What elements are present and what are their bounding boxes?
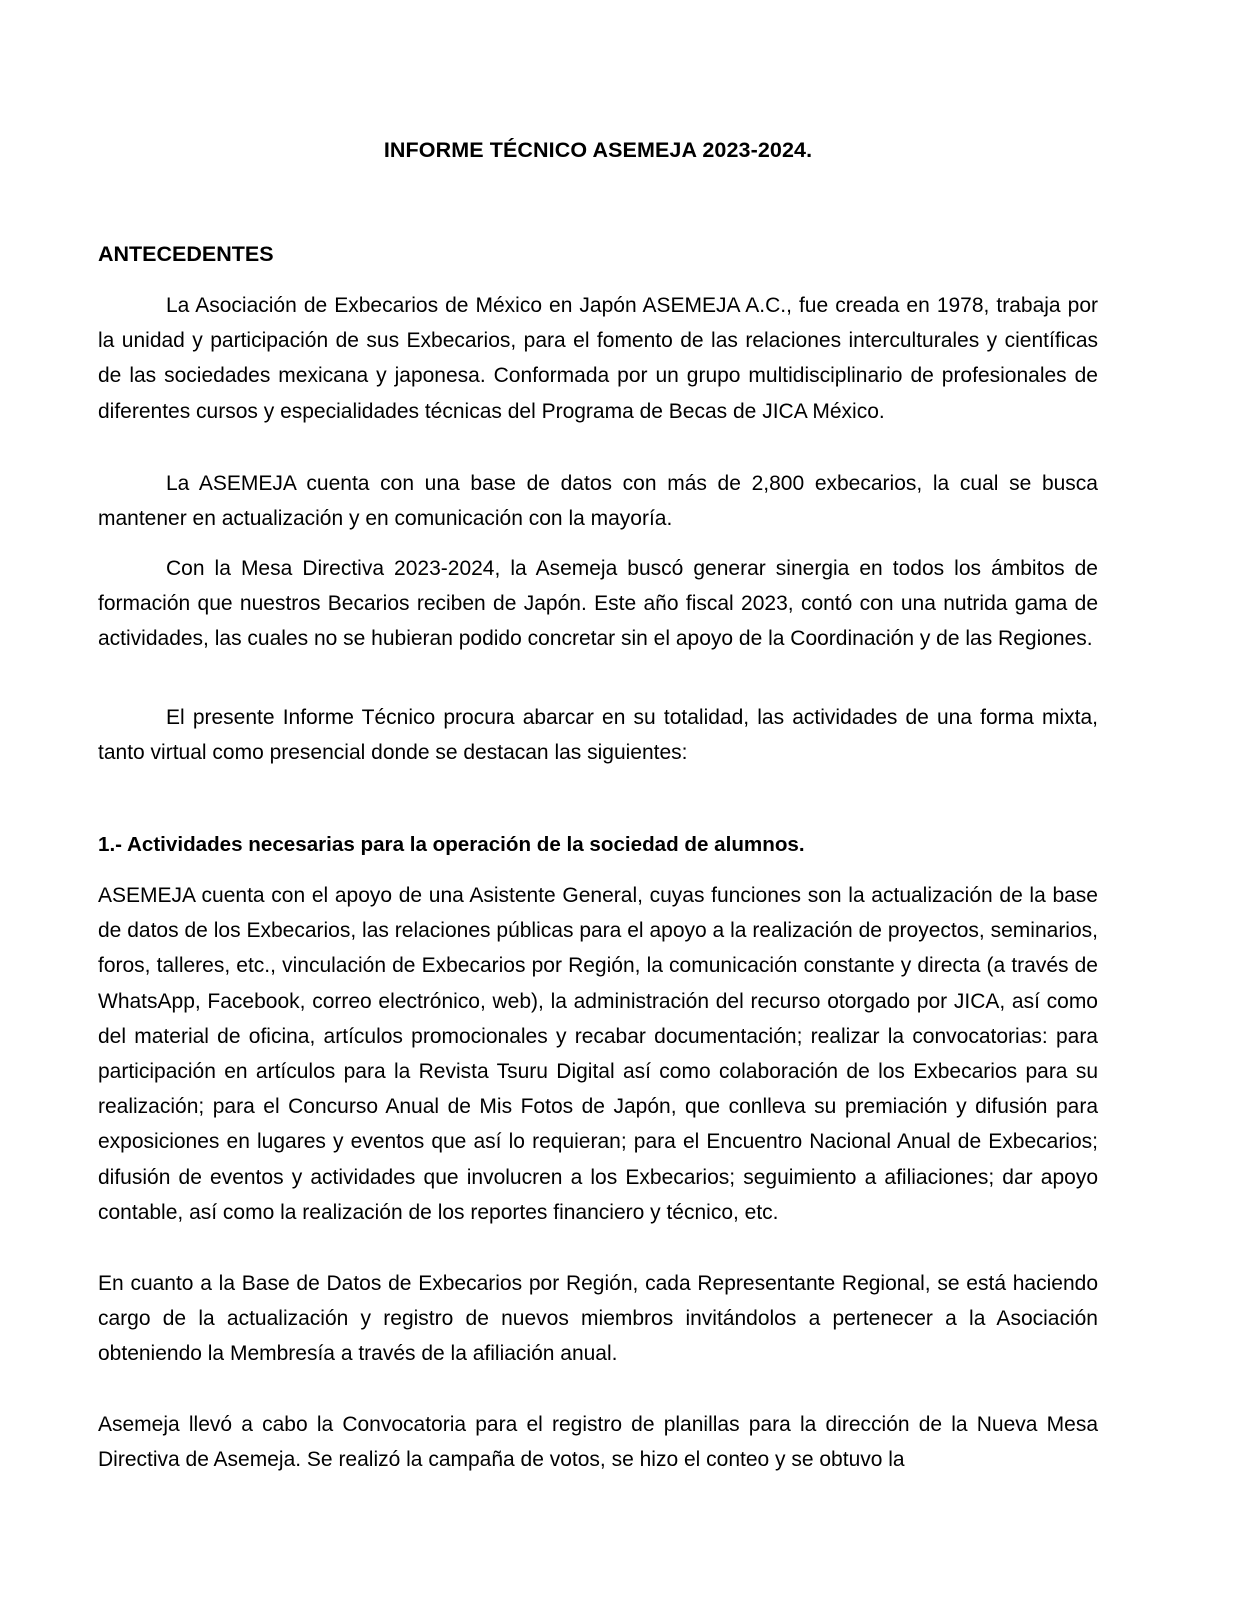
paragraph: Con la Mesa Directiva 2023-2024, la Asemeja buscó generar sinergia en todos los ámbitos de formación que nuestros Becarios reciben de Japón. Este año fiscal 2023, contó con una nutrida gama de actividades, las cuales no se hubieran podido concretar sin el apoyo de la Coordinación y de las Regiones. [98, 557, 1098, 651]
paragraph: ASEMEJA cuenta con el apoyo de una Asistente General, cuyas funciones son la actualización de la base de datos de los Exbecarios, las relaciones públicas para el apoyo a la realización de proyectos, seminarios, foros, talleres, etc., vinculación de Exbecarios por Región, la comunicación constante y directa (a través de WhatsApp, Facebook, correo electrónico, web), la administración del recurso otorgado por JICA, así como del material de oficina, artículos promocionales y recabar documentación; realizar la convocatorias: para participación en artículos para la Revista Tsuru Digital así como colaboración de los Exbecarios para su realización; para el Concurso Anual de Mis Fotos de Japón, que conlleva su premiación y difusión para exposiciones en lugares y eventos que así lo requieran; para el Encuentro Nacional Anual de Exbecarios; difusión de eventos y actividades que involucren a los Exbecarios; seguimiento a afiliaciones; dar apoyo contable, así como la realización de los reportes financiero y técnico, etc. [98, 884, 1098, 1224]
paragraph: La ASEMEJA cuenta con una base de datos con más de 2,800 exbecarios, la cual se busca mantener en actualización y en comunicación con la mayoría. [98, 472, 1098, 531]
paragraph: El presente Informe Técnico procura abarcar en su totalidad, las actividades de una forma mixta, tanto virtual como presencial donde se destacan las siguientes: [98, 706, 1098, 765]
page-title: INFORME TÉCNICO ASEMEJA 2023-2024. [383, 138, 813, 162]
paragraph: Asemeja llevó a cabo la Convocatoria para el registro de planillas para la dirección de la Nueva Mesa Directiva de Asemeja. Se realizó la campaña de votos, se hizo el conteo y se obtuvo la [98, 1413, 1098, 1472]
section-heading-actividades-operacion: 1.- Actividades necesarias para la operación de la sociedad de alumnos. [98, 833, 805, 856]
paragraph: La Asociación de Exbecarios de México en Japón ASEMEJA A.C., fue creada en 1978, trabaja por la unidad y participación de sus Exbecarios, para el fomento de las relaciones interculturales y científicas de las sociedades mexicana y japonesa. Conformada por un grupo multidisciplinario de profesionales de diferentes cursos y especialidades técnicas del Programa de Becas de JICA México. [98, 294, 1098, 423]
paragraph: En cuanto a la Base de Datos de Exbecarios por Región, cada Representante Regional, se está haciendo cargo de la actualización y registro de nuevos miembros invitándolos a pertenecer a la Asociación obteniendo la Membresía a través de la afiliación anual. [98, 1272, 1098, 1366]
section-heading-antecedentes: ANTECEDENTES [98, 242, 274, 266]
